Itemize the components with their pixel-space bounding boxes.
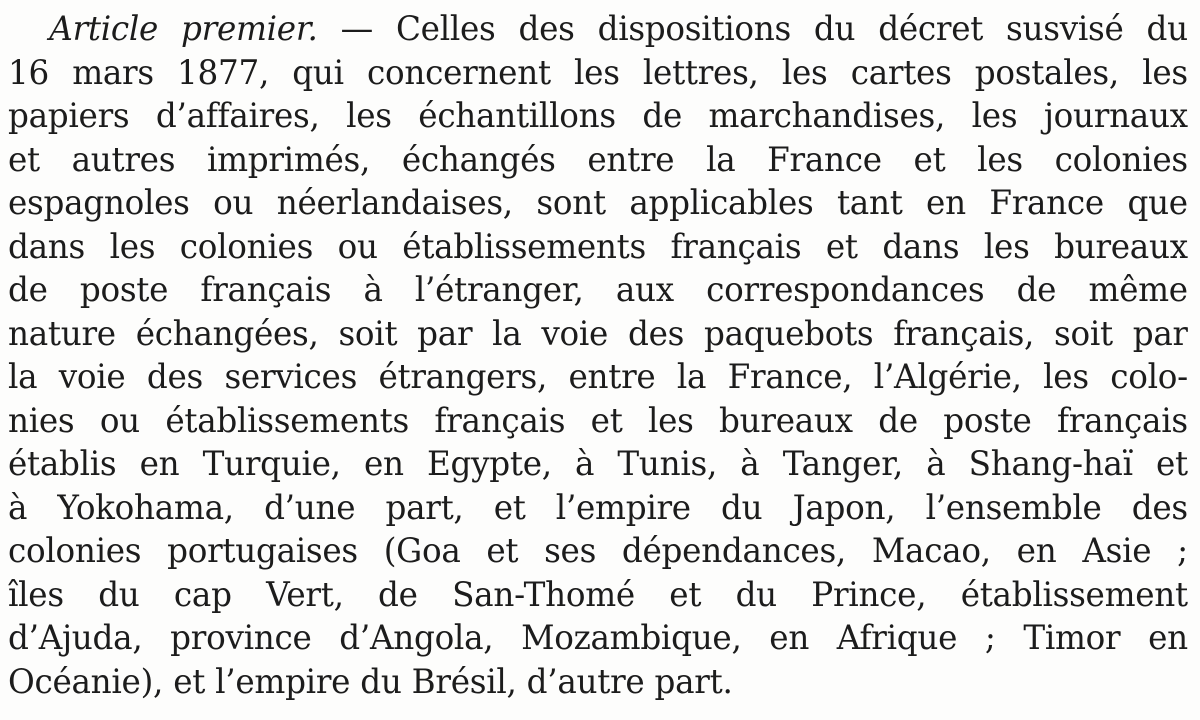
text-line-3: papiers d’affaires, les échantillons de marchandises, les journaux [8, 96, 1188, 136]
text-line-2: 16 mars 1877, qui concernent les lettres, les cartes postales, les [8, 52, 1188, 93]
text-line-1 [8, 8, 1188, 52]
text-line-8: nature échangées, soit par la voie des paquebots français, soit par [8, 313, 1188, 354]
text-line-12: à Yokohama, d’une part, et l’empire du Japon, l’ensemble des [8, 487, 1188, 528]
text-line-1-body: — Celles des dispositions du décret susvisé du [317, 9, 1188, 49]
text-line-9: la voie des services étrangers, entre la France, l’Algérie, les colo- [8, 357, 1188, 397]
text-line-16: Océanie), et l’empire du Brésil, d’autre part. [8, 661, 733, 702]
text-line-11: établis en Turquie, en Egypte, à Tunis, à Tanger, à Shang-haï et [8, 444, 1188, 484]
text-line-7: de poste français à l’étranger, aux correspondances de même [8, 270, 1188, 310]
text-line-14: îles du cap Vert, de San-Thomé et du Prince, établissement [8, 574, 1188, 615]
text-line-6: dans les colonies ou établissements français et dans les bureaux [8, 226, 1188, 267]
text-line-4: et autres imprimés, échangés entre la France et les colonies [8, 139, 1188, 180]
article-heading: Article premier. [49, 9, 318, 49]
text-line-13: colonies portugaises (Goa et ses dépendances, Macao, en Asie ; [8, 531, 1188, 571]
text-line-5: espagnoles ou néerlandaises, sont applicables tant en France que [8, 183, 1188, 223]
text-line-15: d’Ajuda, province d’Angola, Mozambique, en Afrique ; Timor en [8, 618, 1188, 658]
article-paragraph [8, 8, 1188, 704]
text-line-10: nies ou établissements français et les bureaux de poste français [8, 400, 1188, 441]
